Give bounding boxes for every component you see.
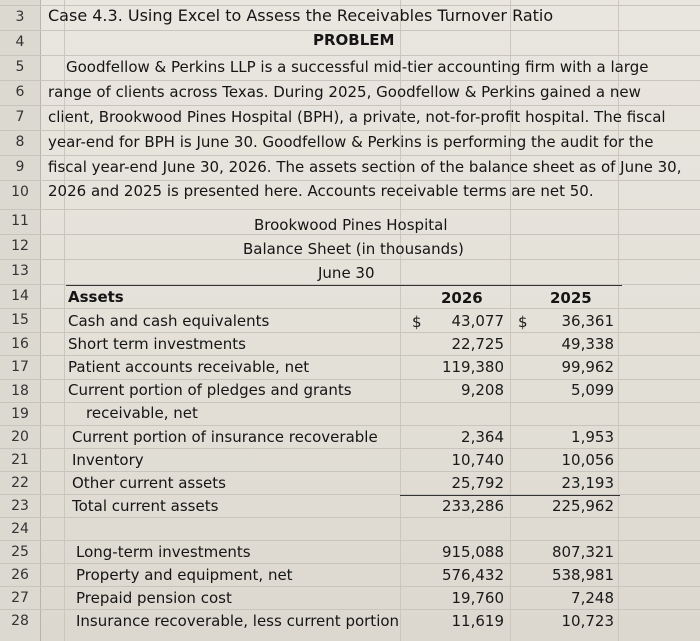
section-label[interactable]: Assets [68,288,124,306]
value-2025[interactable]: 5,099 [571,381,614,399]
value-2025[interactable]: 10,056 [561,451,614,469]
value-2026[interactable]: 11,619 [451,612,504,630]
row-gridline [0,55,700,56]
row-number[interactable]: 20 [11,429,29,445]
row-gridline [0,80,700,81]
row-gridline [0,425,700,426]
row-number[interactable]: 8 [15,134,25,150]
row-gridline [0,586,700,587]
paragraph-line[interactable]: client, Brookwood Pines Hospital (BPH), a private, not-for-profit hospital. The fiscal [48,108,666,126]
line-item-label[interactable]: Other current assets [72,474,226,492]
company-name[interactable]: Brookwood Pines Hospital [254,216,448,234]
value-2026[interactable]: 43,077 [451,312,504,330]
value-2025[interactable]: 23,193 [561,474,614,492]
line-item-label[interactable]: Cash and cash equivalents [68,312,270,330]
row-gridline [0,105,700,106]
header-rule [66,285,622,286]
value-2026[interactable]: 2,364 [461,428,504,446]
row-number[interactable]: 18 [11,383,29,399]
row-gridline [0,209,700,210]
row-number[interactable]: 4 [15,34,25,50]
paragraph-line[interactable]: Goodfellow & Perkins LLP is a successful mid-tier accounting firm with a large [66,58,649,76]
row-gridline [0,517,700,518]
row-number[interactable]: 10 [11,184,29,200]
value-2025[interactable]: 49,338 [561,335,614,353]
year-header-2026[interactable]: 2026 [441,289,483,307]
row-number[interactable]: 13 [11,263,29,279]
value-2026[interactable]: 233,286 [441,497,504,515]
row-number[interactable]: 5 [15,59,25,75]
value-2025[interactable]: 807,321 [551,543,614,561]
row-number[interactable]: 3 [15,9,25,25]
line-item-label[interactable]: Insurance recoverable, less current portion [76,612,400,630]
row-gridline [0,471,700,472]
row-number[interactable]: 25 [11,544,29,560]
paragraph-line[interactable]: 2026 and 2025 is presented here. Accounts receivable terms are net 50. [48,182,594,200]
value-2026[interactable]: 10,740 [451,451,504,469]
row-gridline [0,448,700,449]
row-number[interactable]: 17 [11,359,29,375]
value-2025[interactable]: 36,361 [561,312,614,330]
row-number[interactable]: 27 [11,590,29,606]
currency-symbol: $ [518,313,528,331]
line-item-label[interactable]: Current portion of pledges and grants [68,381,352,399]
row-gridline [0,609,700,610]
row-number[interactable]: 6 [15,84,25,100]
row-gridline [0,540,700,541]
line-item-label[interactable]: Long-term investments [76,543,251,561]
value-2026[interactable]: 22,725 [451,335,504,353]
line-item-label[interactable]: Inventory [72,451,144,469]
value-2025[interactable]: 99,962 [561,358,614,376]
line-item-label[interactable]: Current portion of insurance recoverable [72,428,378,446]
row-gridline [0,130,700,131]
row-number[interactable]: 22 [11,475,29,491]
value-2026[interactable]: 9,208 [461,381,504,399]
line-item-label[interactable]: Property and equipment, net [76,566,293,584]
value-2026[interactable]: 19,760 [451,589,504,607]
row-gridline [0,308,700,309]
paragraph-line[interactable]: fiscal year-end June 30, 2026. The assets section of the balance sheet as of June 30, [48,158,682,176]
statement-date[interactable]: June 30 [318,264,375,282]
statement-name[interactable]: Balance Sheet (in thousands) [243,240,464,258]
line-item-label[interactable]: Short term investments [68,335,246,353]
value-2026[interactable]: 915,088 [441,543,504,561]
value-2025[interactable]: 10,723 [561,612,614,630]
value-2025[interactable]: 538,981 [551,566,614,584]
paragraph-line[interactable]: year-end for BPH is June 30. Goodfellow & Perkins is performing the audit for the [48,133,654,151]
value-2025[interactable]: 225,962 [551,497,614,515]
line-item-label[interactable]: Total current assets [72,497,219,515]
case-title[interactable]: Case 4.3. Using Excel to Assess the Receivables Turnover Ratio [48,6,554,25]
row-number[interactable]: 16 [11,336,29,352]
row-gridline [0,402,700,403]
currency-symbol: $ [412,313,422,331]
row-gridline [0,563,700,564]
row-gridline [0,155,700,156]
row-gridline [0,355,700,356]
line-item-label[interactable]: Patient accounts receivable, net [68,358,310,376]
row-number[interactable]: 26 [11,567,29,583]
value-2026[interactable]: 576,432 [441,566,504,584]
row-number[interactable]: 12 [11,238,29,254]
row-number[interactable]: 11 [11,213,29,229]
line-item-label[interactable]: receivable, net [86,404,198,422]
row-gridline [0,379,700,380]
value-2025[interactable]: 7,248 [571,589,614,607]
row-number[interactable]: 9 [15,159,25,175]
row-gridline [0,234,700,235]
row-number[interactable]: 23 [11,498,29,514]
row-gridline [0,180,700,181]
row-number[interactable]: 19 [11,406,29,422]
row-number[interactable]: 7 [15,109,25,125]
row-number[interactable]: 15 [11,312,29,328]
row-number[interactable]: 14 [11,288,29,304]
row-number[interactable]: 21 [11,452,29,468]
year-header-2025[interactable]: 2025 [550,289,592,307]
problem-heading[interactable]: PROBLEM [313,31,395,49]
row-number[interactable]: 24 [11,521,29,537]
value-2025[interactable]: 1,953 [571,428,614,446]
row-gridline [0,259,700,260]
paragraph-line[interactable]: range of clients across Texas. During 2025, Goodfellow & Perkins gained a new [48,83,641,101]
subtotal-rule [400,495,620,496]
row-number[interactable]: 28 [11,613,29,629]
value-2026[interactable]: 25,792 [451,474,504,492]
line-item-label[interactable]: Prepaid pension cost [76,589,232,607]
row-gridline [0,332,700,333]
value-2026[interactable]: 119,380 [441,358,504,376]
